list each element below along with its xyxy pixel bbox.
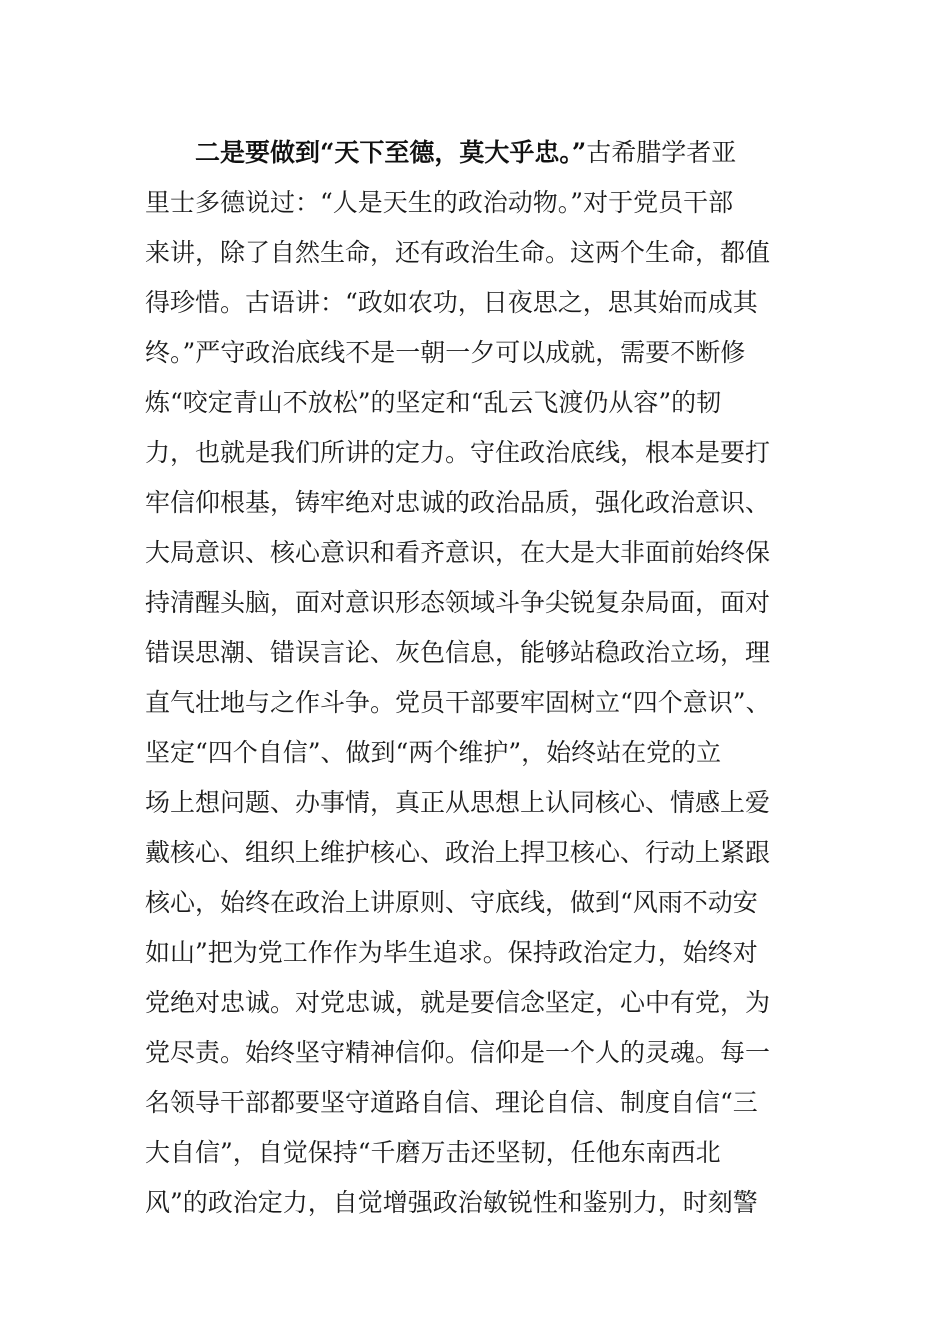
paragraph-line-text: 古希腊学者亚 — [586, 138, 737, 167]
paragraph-line: 党尽责。始终坚守精神信仰。信仰是一个人的灵魂。每一 — [145, 1038, 771, 1067]
paragraph-line: 场上想问题、办事情，真正从思想上认同核心、情感上爱 — [145, 788, 771, 817]
paragraph-line: 大局意识、核心意识和看齐意识，在大是大非面前始终保 — [145, 538, 771, 567]
paragraph-line: 牢信仰根基，铸牢绝对忠诚的政治品质，强化政治意识、 — [145, 488, 771, 517]
paragraph-lead-heading: 二是要做到“天下至德，莫大乎忠。” — [195, 138, 587, 167]
paragraph-line: 终。”严守政治底线不是一朝一夕可以成就，需要不断修 — [145, 338, 746, 367]
paragraph-line: 错误思潮、错误言论、灰色信息，能够站稳政治立场，理 — [145, 638, 771, 667]
paragraph-line: 核心，始终在政治上讲原则、守底线，做到“风雨不动安 — [145, 888, 758, 917]
paragraph-line: 名领导干部都要坚守道路自信、理论自信、制度自信“三 — [145, 1088, 758, 1117]
paragraph-line: 炼“咬定青山不放松”的坚定和“乱云飞渡仍从容”的韧 — [145, 388, 722, 417]
paragraph-line: 里士多德说过：“人是天生的政治动物。”对于党员干部 — [145, 188, 734, 217]
paragraph-line: 得珍惜。古语讲：“政如农功，日夜思之，思其始而成其 — [145, 288, 758, 317]
body-paragraph — [145, 128, 825, 1228]
paragraph-line: 风”的政治定力，自觉增强政治敏锐性和鉴别力，时刻警 — [145, 1188, 758, 1217]
paragraph-line: 坚定“四个自信”、做到“两个维护”，始终站在党的立 — [145, 738, 722, 767]
paragraph-line: 戴核心、组织上维护核心、政治上捍卫核心、行动上紧跟 — [145, 838, 771, 867]
paragraph-line: 持清醒头脑，面对意识形态领域斗争尖锐复杂局面，面对 — [145, 588, 771, 617]
paragraph-line: 直气壮地与之作斗争。党员干部要牢固树立“四个意识”、 — [145, 688, 771, 717]
paragraph-line: 力，也就是我们所讲的定力。守住政治底线，根本是要打 — [145, 438, 771, 467]
paragraph-line: 党绝对忠诚。对党忠诚，就是要信念坚定，心中有党，为 — [145, 988, 771, 1017]
paragraph-line — [145, 128, 825, 178]
paragraph-line: 大自信”，自觉保持“千磨万击还坚韧，任他东南西北 — [145, 1138, 721, 1167]
paragraph-line: 来讲，除了自然生命，还有政治生命。这两个生命，都值 — [145, 238, 771, 267]
paragraph-line: 如山”把为党工作作为毕生追求。保持政治定力，始终对 — [145, 938, 758, 967]
